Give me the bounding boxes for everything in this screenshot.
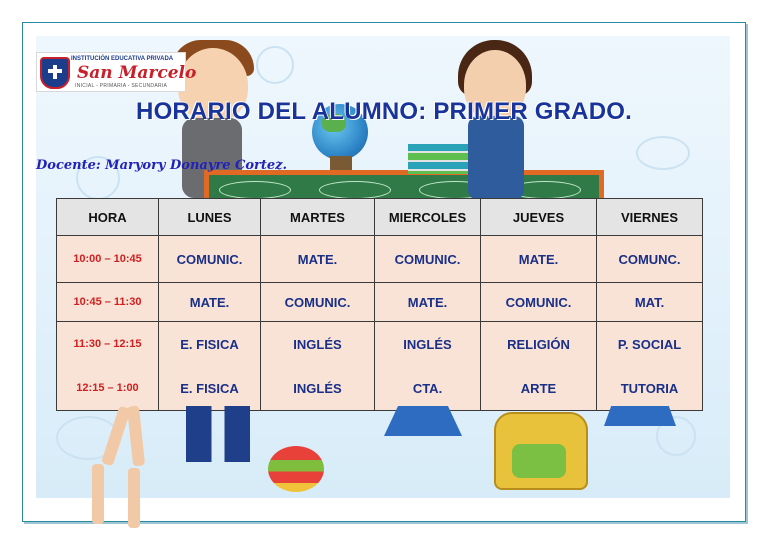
- logo-levels: INICIAL - PRIMARIA - SECUNDARIA: [75, 83, 168, 89]
- background-doodle: [636, 136, 690, 170]
- subject-cell: COMUNIC.: [261, 283, 375, 322]
- page-title: HORARIO DEL ALUMNO: PRIMER GRADO.: [136, 98, 632, 125]
- subject-cell: E. FISICA: [180, 336, 239, 352]
- girl-illustration-body: [468, 116, 524, 200]
- subject-cell: COMUNIC.: [159, 236, 261, 283]
- globe-stand: [330, 156, 352, 170]
- subject-cell: COMUNIC.: [375, 236, 481, 283]
- subject-cell: MATE.: [159, 283, 261, 322]
- subject-cell: INGLÉS: [293, 336, 342, 352]
- header-viernes: VIERNES: [597, 199, 703, 236]
- subject-cell: RELIGIÓN: [507, 336, 570, 352]
- subject-cell: INGLÉS: [293, 380, 342, 396]
- ball-illustration: [268, 446, 324, 492]
- subject-cell: COMUNC.: [597, 236, 703, 283]
- subject-cell: CTA.: [412, 380, 443, 396]
- header-martes: MARTES: [261, 199, 375, 236]
- table-row: [57, 322, 703, 411]
- time-cell: 10:45 – 11:30: [57, 283, 159, 322]
- chalk-doodle: [319, 181, 391, 199]
- teacher-name: Docente: Maryory Donayre Cortez.: [36, 158, 288, 173]
- time-cell: 12:15 – 1:00: [76, 382, 139, 394]
- time-cell: 10:00 – 10:45: [57, 236, 159, 283]
- subject-cell: E. FISICA: [180, 380, 239, 396]
- logo-school-type: INSTITUCIÓN EDUCATIVA PRIVADA: [71, 56, 174, 62]
- shield-icon: [40, 57, 70, 89]
- school-logo: [36, 52, 197, 92]
- schedule-table: [56, 198, 703, 411]
- chalk-doodle: [219, 181, 291, 199]
- subject-cell: MATE.: [375, 283, 481, 322]
- background-doodle: [256, 46, 294, 84]
- header-jueves: JUEVES: [481, 199, 597, 236]
- subject-cell: P. SOCIAL: [617, 336, 682, 352]
- subject-cell: COMUNIC.: [481, 283, 597, 322]
- subject-cell: MATE.: [261, 236, 375, 283]
- subject-cell-pair: [375, 322, 481, 411]
- subject-cell: MAT.: [597, 283, 703, 322]
- table-row: [57, 236, 703, 283]
- subject-cell-pair: [597, 322, 703, 411]
- header-lunes: LUNES: [159, 199, 261, 236]
- header-miercoles: MIERCOLES: [375, 199, 481, 236]
- time-cell: 11:30 – 12:15: [73, 338, 142, 350]
- subject-cell-pair: [261, 322, 375, 411]
- table-header-row: [57, 199, 703, 236]
- subject-cell-pair: [159, 322, 261, 411]
- table-row: [57, 283, 703, 322]
- subject-cell: ARTE: [520, 380, 557, 396]
- girl-skirt-illustration: [604, 406, 676, 426]
- boy-pants-illustration: [186, 406, 250, 462]
- subject-cell: MATE.: [481, 236, 597, 283]
- subject-cell: INGLÉS: [403, 336, 452, 352]
- subject-cell: TUTORIA: [620, 380, 679, 396]
- logo-school-name: San Marcelo: [77, 63, 197, 83]
- header-hora: HORA: [57, 199, 159, 236]
- time-cell-pair: [57, 322, 159, 411]
- backpack-pocket: [512, 444, 566, 478]
- child-legs-illustration: [90, 406, 160, 476]
- subject-cell-pair: [481, 322, 597, 411]
